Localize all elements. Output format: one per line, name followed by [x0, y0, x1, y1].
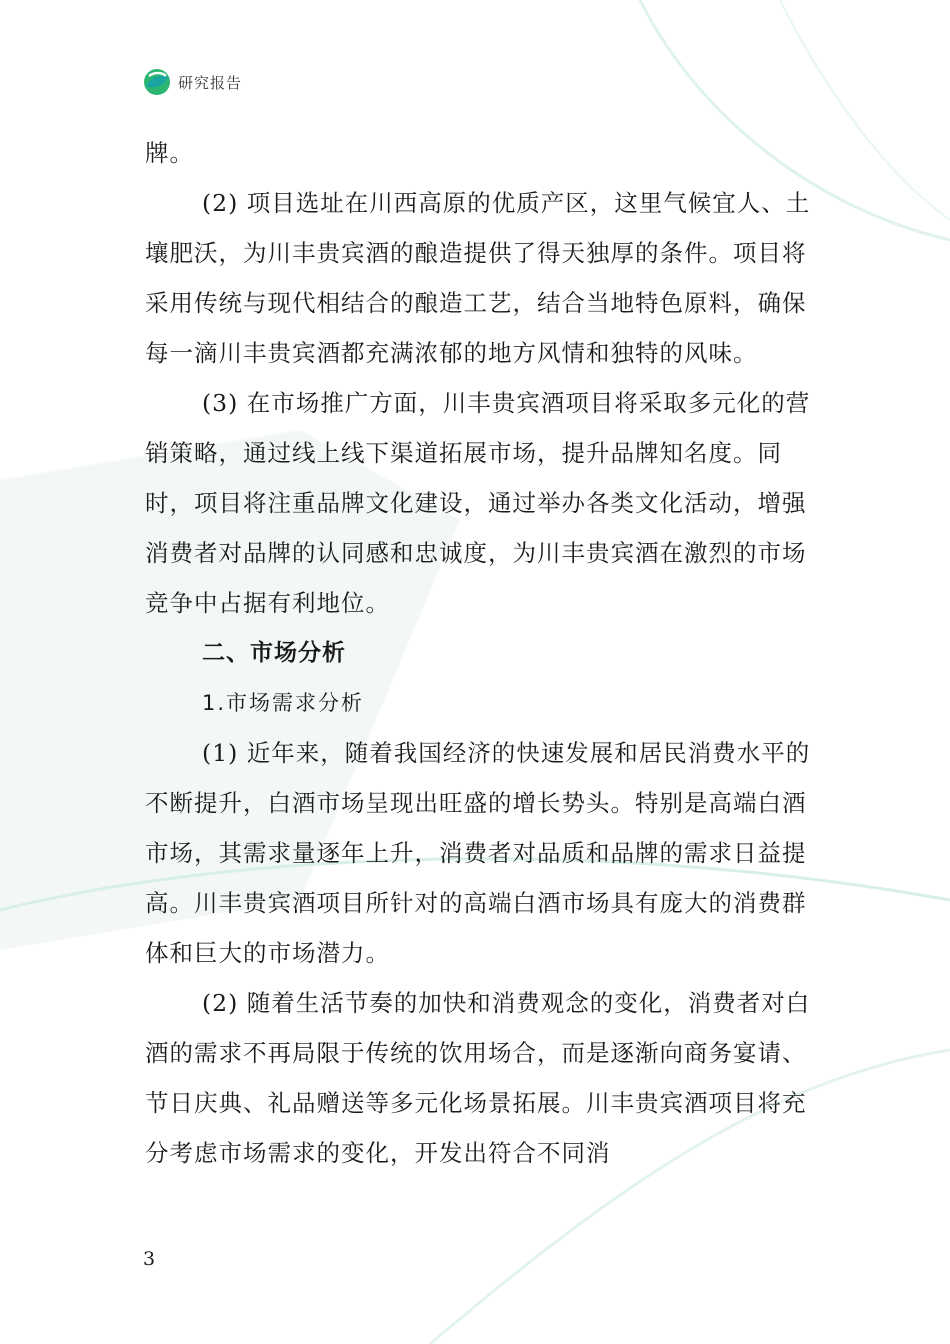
section-heading: 二、市场分析 [202, 640, 346, 666]
paragraph-project-location: (2) 项目选址在川西高原的优质产区，这里气候宜人、土壤肥沃，为川丰贵宾酒的酿造提供了得天独厚的条件。项目将采用传统与现代相结合的酿造工艺，结合当地特色原料，确保每一滴川丰贵宾酒都充满浓郁的地方风情和独特的风味。 [145, 189, 811, 367]
green-circle-logo-icon [143, 68, 171, 96]
page-number: 3 [143, 1248, 156, 1270]
paragraph-continuation: 牌。 [145, 139, 194, 167]
paragraph-demand-1: (1) 近年来，随着我国经济的快速发展和居民消费水平的不断提升，白酒市场呈现出旺盛的增长势头。特别是高端白酒市场，其需求量逐年上升，消费者对品质和品牌的需求日益提高。川丰贵宾酒项目所针对的高端白酒市场具有庞大的消费群体和巨大的市场潜力。 [145, 739, 811, 967]
paragraph-marketing: (3) 在市场推广方面，川丰贵宾酒项目将采取多元化的营销策略，通过线上线下渠道拓展市场，提升品牌知名度。同时，项目将注重品牌文化建设，通过举办各类文化活动，增强消费者对品牌的认同感和忠诚度，为川丰贵宾酒在激烈的市场竞争中占据有利地位。 [145, 389, 811, 617]
paragraph-demand-2: (2) 随着生活节奏的加快和消费观念的变化，消费者对白酒的需求不再局限于传统的饮用场合，而是逐渐向商务宴请、节日庆典、礼品赠送等多元化场景拓展。川丰贵宾酒项目将充分考虑市场需求的变化，开发出符合不同消 [145, 989, 811, 1167]
subsection-heading: 1.市场需求分析 [202, 691, 365, 715]
document-body [145, 128, 825, 1178]
header-title: 研究报告 [178, 73, 243, 92]
report-header [143, 66, 242, 98]
